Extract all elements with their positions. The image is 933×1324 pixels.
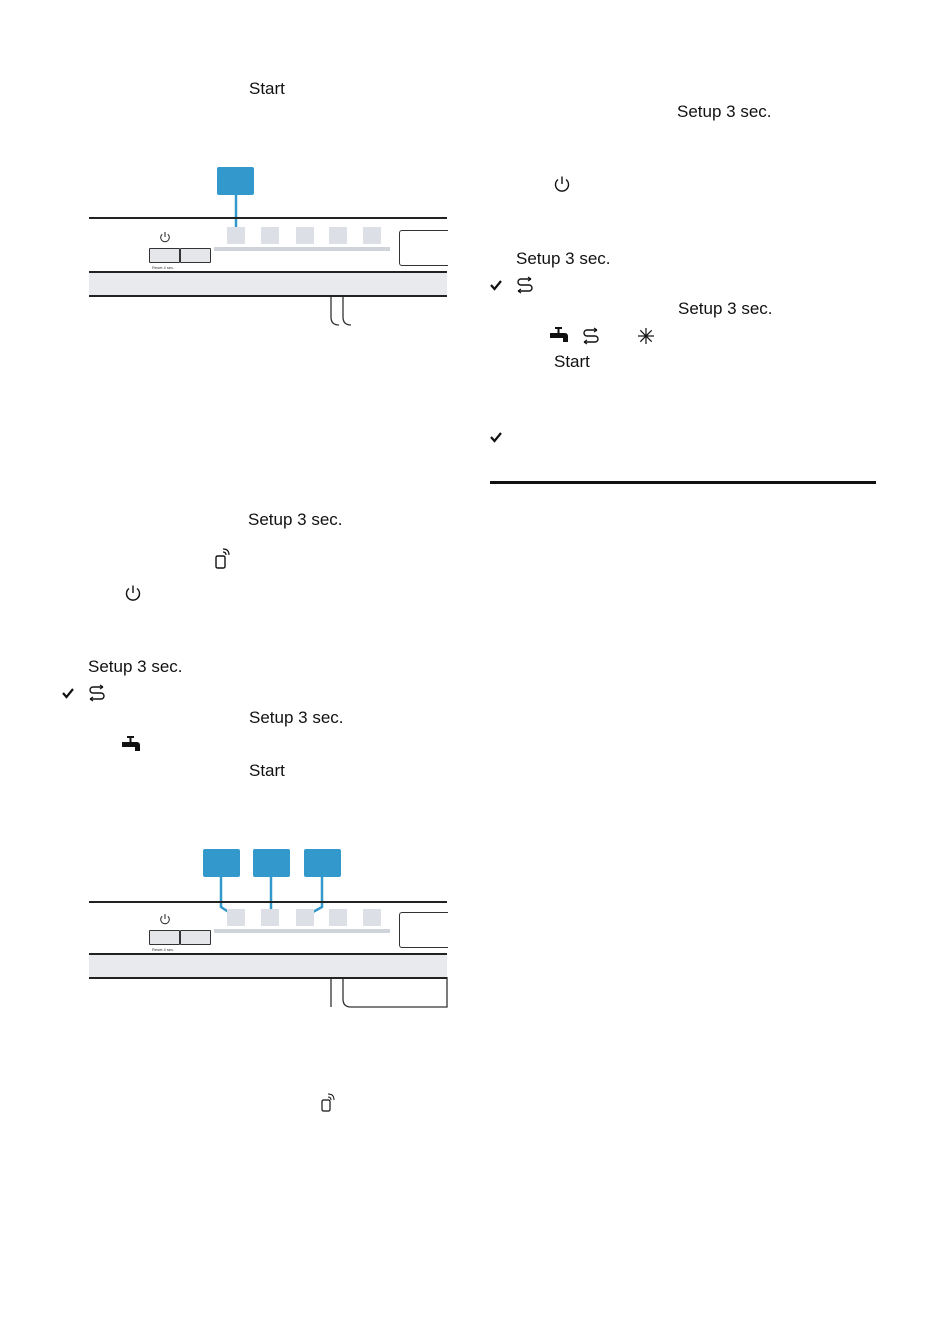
check-icon bbox=[490, 279, 502, 291]
indicator-5 bbox=[363, 909, 381, 926]
indicator-3 bbox=[296, 227, 314, 244]
indicator-bar bbox=[214, 247, 390, 251]
start-label-r: Start bbox=[554, 352, 590, 371]
panel-display bbox=[399, 912, 448, 948]
home-connect-icon bbox=[516, 276, 534, 294]
indicator-4 bbox=[329, 227, 347, 244]
indicator-5 bbox=[363, 227, 381, 244]
setup-label-2: Setup 3 sec. bbox=[88, 657, 183, 676]
power-button[interactable] bbox=[149, 930, 180, 945]
panel-top-edge bbox=[89, 217, 447, 219]
indicator-3 bbox=[296, 909, 314, 926]
remote-start-icon bbox=[214, 546, 232, 570]
panel-button-2[interactable] bbox=[180, 248, 211, 263]
reset-label: Reset 4 sec. bbox=[152, 947, 175, 952]
water-tap-icon bbox=[548, 326, 570, 344]
power-icon bbox=[159, 913, 171, 925]
start-label-1: Start bbox=[249, 79, 285, 98]
check-icon bbox=[490, 431, 502, 443]
setup-label-r1: Setup 3 sec. bbox=[677, 102, 772, 121]
panel-display bbox=[399, 230, 448, 266]
power-button[interactable] bbox=[149, 248, 180, 263]
home-connect-icon bbox=[582, 327, 600, 345]
reset-label: Reset 4 sec. bbox=[152, 265, 175, 270]
check-icon bbox=[62, 687, 74, 699]
indicator-2 bbox=[261, 227, 279, 244]
power-icon bbox=[159, 231, 171, 243]
remote-start-icon bbox=[320, 1092, 338, 1114]
control-panel-figure-2 bbox=[89, 849, 449, 1009]
panel-strip bbox=[89, 271, 447, 297]
home-connect-icon bbox=[88, 684, 106, 702]
indicator-1 bbox=[227, 909, 245, 926]
water-tap-icon bbox=[120, 735, 142, 753]
power-icon bbox=[124, 584, 142, 602]
indicator-bar bbox=[214, 929, 390, 933]
setup-label-r3: Setup 3 sec. bbox=[678, 299, 773, 318]
setup-label-1: Setup 3 sec. bbox=[248, 510, 343, 529]
panel-button-2[interactable] bbox=[180, 930, 211, 945]
section-divider bbox=[490, 481, 876, 484]
sparkle-icon bbox=[637, 327, 655, 345]
panel-strip bbox=[89, 953, 447, 979]
start-label-2: Start bbox=[249, 761, 285, 780]
indicator-1 bbox=[227, 227, 245, 244]
panel-top-edge bbox=[89, 901, 447, 903]
setup-label-r2: Setup 3 sec. bbox=[516, 249, 611, 268]
control-panel-figure-1 bbox=[89, 167, 449, 327]
setup-label-3: Setup 3 sec. bbox=[249, 708, 344, 727]
power-icon bbox=[553, 175, 571, 193]
indicator-4 bbox=[329, 909, 347, 926]
indicator-2 bbox=[261, 909, 279, 926]
